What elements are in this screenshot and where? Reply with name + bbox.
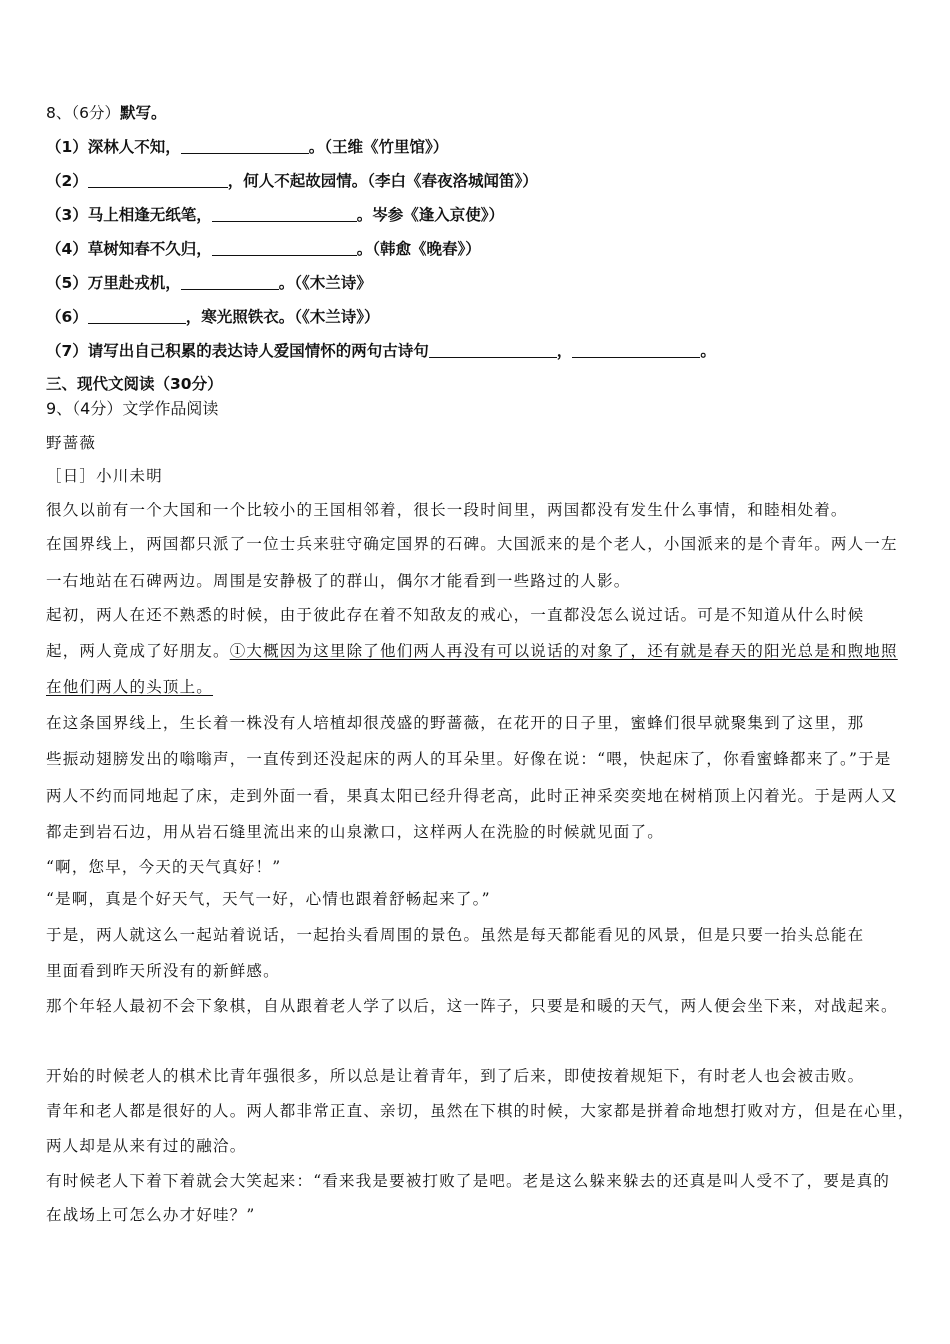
paragraph-line: 有时候老人下着下着就会大笑起来：“看来我是要被打败了是吧。老是这么躲来躲去的还真是叫人受不了，要是真的	[46, 1172, 891, 1190]
story-author: ［日］小川未明	[46, 467, 163, 485]
paragraph-line: 开始的时候老人的棋术比青年强很多，所以总是让着青年，到了后来，即使按着规矩下，有时老人也会被击败。	[46, 1067, 865, 1085]
q8-item-1-suffix: 。（王维《竹里馆》）	[308, 138, 449, 156]
paragraph-line	[46, 641, 898, 661]
q9-header: 9、（4分）文学作品阅读	[46, 399, 219, 418]
q8-item-7-end: 。	[700, 342, 716, 360]
q8-item-6-suffix: ，寒光照铁衣。（《木兰诗》）	[185, 308, 380, 326]
section-heading: 三、现代文阅读（30分）	[46, 375, 223, 393]
paragraph-line: 两人却是从来有过的融洽。	[46, 1137, 247, 1155]
paragraph-line: 在国界线上，两国都只派了一位士兵来驻守确定国界的石碑。大国派来的是个老人，小国派来的是个青年。两人一左	[46, 535, 898, 553]
paragraph-line: 起初，两人在还不熟悉的时候，由于彼此存在着不知敌友的戒心，一直都没怎么说过话。可是不知道从什么时候	[46, 606, 865, 624]
answer-blank[interactable]	[181, 138, 309, 154]
underlined-sentence-continued: 在他们两人的头顶上。	[46, 678, 214, 696]
dialogue-line: “啊，您早，今天的天气真好！”	[46, 858, 282, 876]
q8-item-5	[46, 273, 372, 293]
q8-item-4-prefix: （4）草树知春不久归，	[46, 240, 212, 258]
q8-item-4-suffix: 。（韩愈《晚春》）	[356, 240, 481, 258]
underlined-sentence: ①大概因为这里除了他们两人再没有可以说话的对象了，还有就是春天的阳光总是和煦地照	[229, 642, 898, 660]
story-title: 野蔷薇	[46, 434, 97, 452]
paragraph-line: 在战场上可怎么办才好哇？”	[46, 1206, 256, 1224]
q8-title: 默写。	[119, 104, 167, 122]
q8-item-3-suffix: 。岑参《逢入京使》）	[356, 206, 505, 224]
q8-item-2	[46, 171, 538, 191]
q8-item-2-prefix: （2）	[46, 172, 88, 190]
answer-blank[interactable]	[429, 342, 557, 358]
paragraph-text: 起，两人竟成了好朋友。	[46, 642, 230, 660]
paragraph-line: 在这条国界线上，生长着一株没有人培植却很茂盛的野蔷薇，在花开的日子里，蜜蜂们很早就聚集到了这里，那	[46, 714, 865, 732]
paragraph-line: 很久以前有一个大国和一个比较小的王国相邻着，很长一段时间里，两国都没有发生什么事情，和睦相处着。	[46, 501, 848, 519]
paragraph-line: 两人不约而同地起了床，走到外面一看，果真太阳已经升得老高，此时正神采奕奕地在树梢顶上闪着光。于是两人又	[46, 787, 898, 805]
q8-number: 8、（6分）	[46, 104, 120, 122]
q8-item-6	[46, 307, 380, 327]
paragraph-line: 些振动翅膀发出的嗡嗡声，一直传到还没起床的两人的耳朵里。好像在说：“喂，快起床了，你看蜜蜂都来了。”于是	[46, 750, 892, 768]
q8-item-5-prefix: （5）万里赴戎机，	[46, 274, 181, 292]
answer-blank[interactable]	[88, 172, 228, 188]
q8-header	[46, 103, 167, 123]
q8-item-7	[46, 341, 716, 361]
q8-item-7-prompt: （7）请写出自己积累的表达诗人爱国情怀的两句古诗句	[46, 342, 429, 360]
answer-blank[interactable]	[88, 308, 186, 324]
q8-item-7-separator: ，	[556, 342, 573, 360]
answer-blank[interactable]	[212, 240, 357, 256]
q8-item-1-prefix: （1）深林人不知，	[46, 138, 181, 156]
q8-item-2-suffix: ，何人不起故园情。（李白《春夜洛城闻笛》）	[227, 172, 538, 190]
q8-item-4	[46, 239, 481, 259]
q8-item-3	[46, 205, 504, 225]
q8-item-1	[46, 137, 448, 157]
q8-item-6-prefix: （6）	[46, 308, 88, 326]
paragraph-line: 于是，两人就这么一起站着说话，一起抬头看周围的景色。虽然是每天都能看见的风景，但是只要一抬头总能在	[46, 926, 865, 944]
answer-blank[interactable]	[181, 274, 279, 290]
paragraph-line: 一右地站在石碑两边。周围是安静极了的群山，偶尔才能看到一些路过的人影。	[46, 572, 631, 590]
answer-blank[interactable]	[212, 206, 357, 222]
paragraph-line: 都走到岩石边，用从岩石缝里流出来的山泉漱口，这样两人在洗脸的时候就见面了。	[46, 823, 664, 841]
answer-blank[interactable]	[572, 342, 700, 358]
paragraph-line: 青年和老人都是很好的人。两人都非常正直、亲切，虽然在下棋的时候，大家都是拼着命地想打败对方，但是在心里，	[46, 1102, 915, 1120]
paragraph-line: 那个年轻人最初不会下象棋，自从跟着老人学了以后，这一阵子，只要是和暖的天气，两人便会坐下来，对战起来。	[46, 997, 898, 1015]
q8-item-5-suffix: 。（《木兰诗》	[278, 274, 372, 292]
paragraph-line: 里面看到昨天所没有的新鲜感。	[46, 962, 280, 980]
q8-item-3-prefix: （3）马上相逢无纸笔，	[46, 206, 212, 224]
dialogue-line: “是啊，真是个好天气，天气一好，心情也跟着舒畅起来了。”	[46, 890, 491, 908]
